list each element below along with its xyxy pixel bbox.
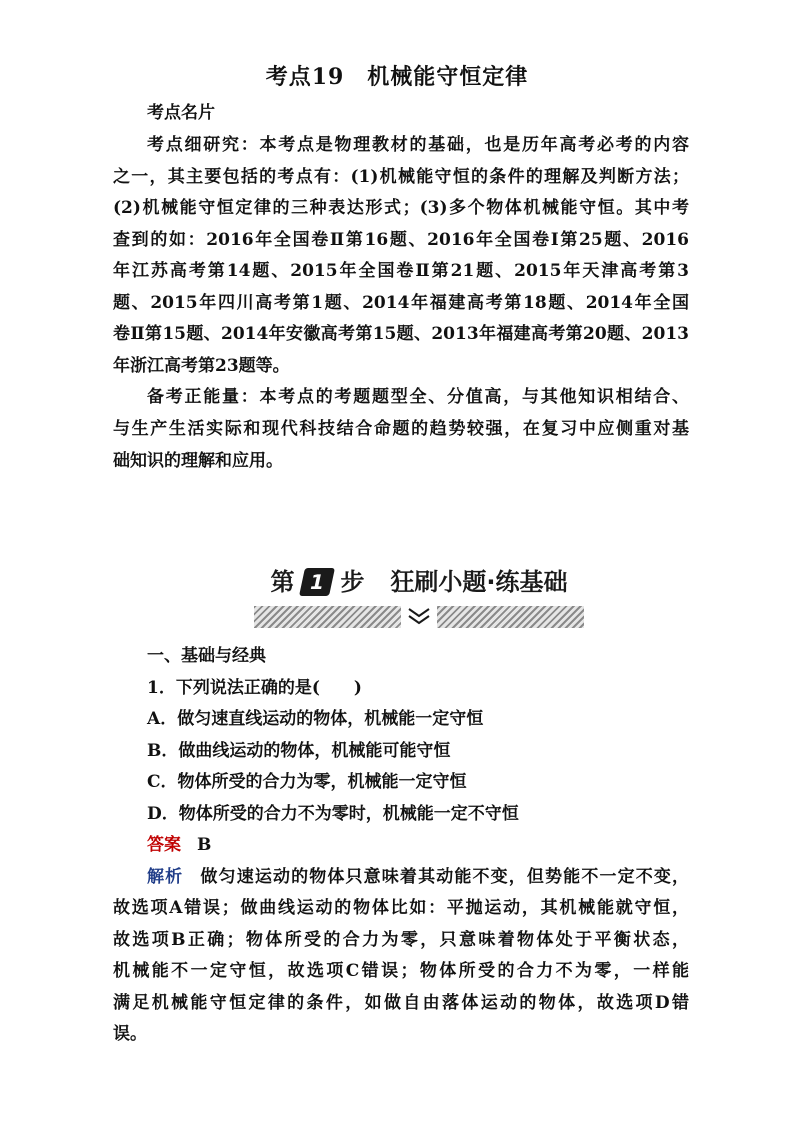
analysis-text: 做匀速运动的物体只意味着其动能不变，但势能不一定不变， [199,867,690,887]
step-label: 狂刷小题·练基础 [390,568,568,596]
intro-line: 之一，其主要包括的考点有：(1)机械能守恒的条件的理解及判断方法； [113,167,689,187]
intro-line: 查到的如：2016年全国卷Ⅱ第16题、2016年全国卷Ⅰ第25题、2016 [113,230,689,250]
intro-line: 卷Ⅱ第15题、2014年安徽高考第15题、2013年福建高考第20题、2013 [113,324,689,344]
option-c: C．物体所受的合力为零，机械能一定守恒 [147,772,467,792]
answer-row [147,832,211,858]
option-d: D．物体所受的合力不为零时，机械能一定不守恒 [147,804,519,824]
step-suffix: 步 [340,568,365,596]
question-stem: 1．下列说法正确的是( ) [147,678,362,698]
analysis-label: 解析 [147,867,184,887]
intro-line: 题、2015年四川高考第1题、2014年福建高考第18题、2014年全国 [113,293,689,313]
analysis-first-line [147,864,689,890]
chevron-down-icon [401,606,437,628]
page-title: 考点19 机械能守恒定律 [265,64,529,90]
section-heading: 考点名片 [147,103,215,123]
intro-line: 考点细研究：本考点是物理教材的基础，也是历年高考必考的内容 [147,135,689,155]
analysis-line: 满足机械能守恒定律的条件，如做自由落体运动的物体，故选项D错 [113,993,689,1013]
analysis-line: 机械能不一定守恒，故选项C错误；物体所受的合力不为零，一样能 [113,961,689,981]
prep-line: 与生产生活实际和现代科技结合命题的趋势较强，在复习中应侧重对基 [113,419,689,439]
analysis-line: 故选项B正确；物体所受的合力为零，只意味着物体处于平衡状态， [113,930,689,950]
intro-line: (2)机械能守恒定律的三种表达形式；(3)多个物体机械能守恒。其中考 [113,198,689,218]
step-banner-title [254,562,584,602]
intro-line: 年江苏高考第14题、2015年全国卷Ⅱ第21题、2015年天津高考第3 [113,261,689,281]
step-number-badge: 1 [299,568,335,596]
part-heading: 一、基础与经典 [147,646,266,666]
analysis-line: 误。 [113,1024,147,1044]
step-banner [254,562,584,630]
intro-line: 年浙江高考第23题等。 [113,356,290,376]
option-a: A．做匀速直线运动的物体，机械能一定守恒 [147,709,484,729]
option-b: B．做曲线运动的物体，机械能可能守恒 [147,741,451,761]
prep-line: 础知识的理解和应用。 [113,451,283,471]
step-prefix: 第 [270,568,295,596]
prep-line: 备考正能量：本考点的考题题型全、分值高，与其他知识相结合、 [147,387,689,407]
answer-value: B [197,835,212,855]
analysis-line: 故选项A错误；做曲线运动的物体比如：平抛运动，其机械能就守恒， [113,898,689,918]
answer-label: 答案 [147,835,181,855]
